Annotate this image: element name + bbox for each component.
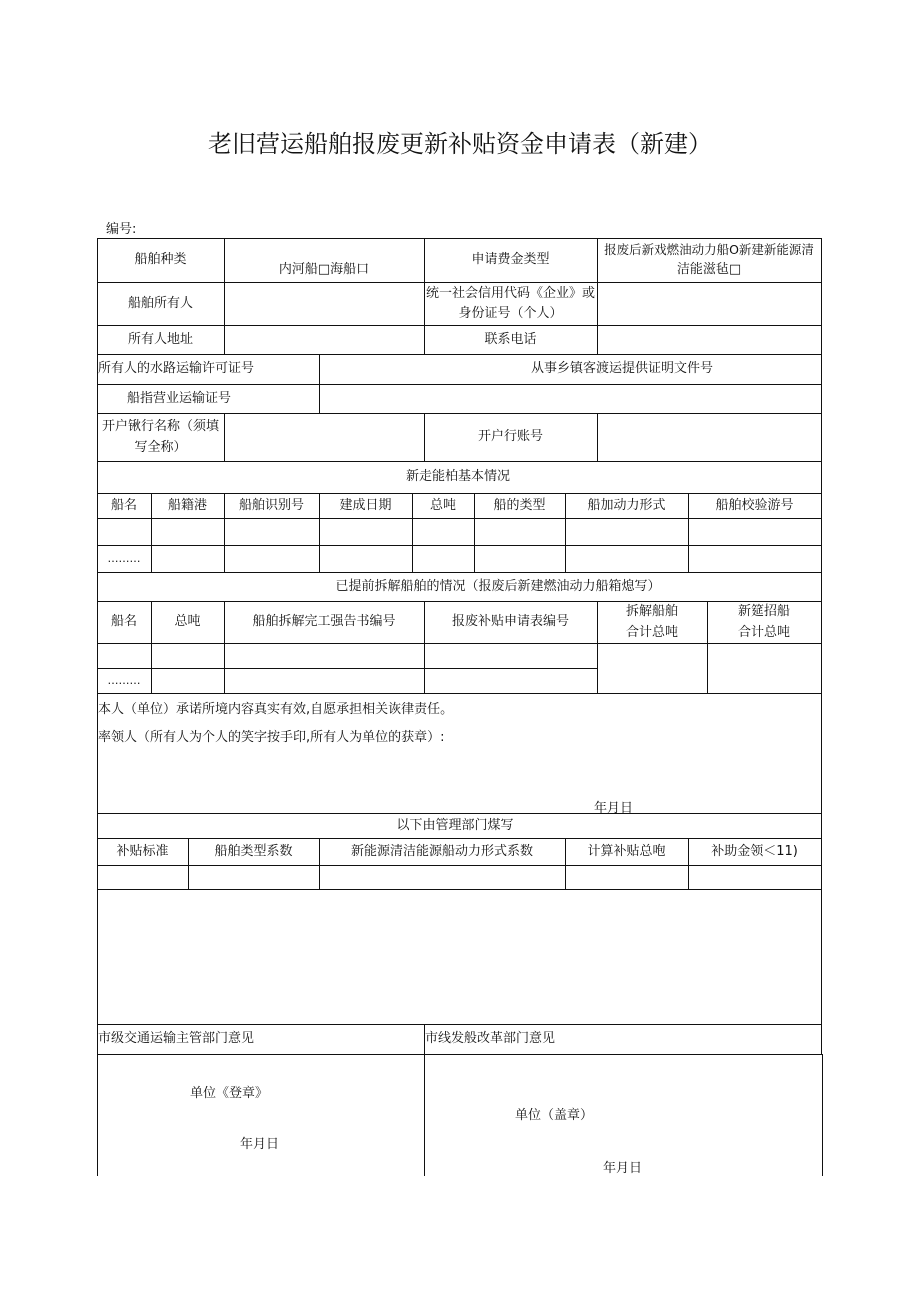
new-ship-total-input[interactable] [707, 643, 821, 693]
owner-input[interactable] [224, 282, 424, 325]
fund-type-options[interactable] [597, 238, 821, 282]
transport-dept-seal: 单位《登章》 [190, 1086, 269, 1101]
owner-label: 船舶所有人 [127, 295, 193, 311]
dismantled-ellipsis: ……… [107, 673, 141, 687]
new-ship-col-power: 船加动力形式 [587, 497, 666, 513]
bank-name-label-line2: 写全称） [134, 440, 187, 455]
dismantled-col-name: 船名 [110, 614, 137, 629]
phone-label: 联系电话 [484, 331, 537, 347]
address-input[interactable] [224, 325, 424, 354]
ship-type-options[interactable]: 内河船□海船口 [278, 262, 370, 277]
signature-instruction: 率领人（所有人为个人的笑字按手印,所有人为单位的获章）: [98, 730, 445, 745]
dismantled-total-line1: 拆解船舶 [625, 604, 678, 619]
reform-dept-date: 年月日 [603, 1161, 643, 1176]
ferry-cert-label: 从事乡镇客渡运提供证明文件号 [531, 361, 714, 376]
ship-type-label: 船舶种类 [134, 252, 187, 267]
new-ship-col-inspection: 船舶校验游号 [715, 497, 794, 513]
pledge-statement: 本人（单位）承诺所境内容真实有效,自愿承担相关诙律责任。 [98, 702, 454, 717]
admin-col-subsidy-amount: 补助金领＜11) [711, 843, 798, 859]
admin-col-subsidy-standard: 补贴标准 [116, 843, 169, 859]
dismantled-heading: 已提前拆解船舶的情况（报废后新建燃油动力船箱熄写） [335, 578, 661, 594]
dismantled-total-line2: 合计总吨 [625, 625, 678, 640]
bank-name-label-line1: 开户锹行名称（须填 [101, 419, 219, 434]
phone-input[interactable] [597, 325, 821, 354]
new-ship-ellipsis: ……… [107, 551, 141, 565]
bank-account-label: 开户行账号 [477, 429, 543, 444]
credit-code-label-line1: 统一社会信用代码《企业》或 [426, 285, 596, 301]
bank-account-input[interactable] [597, 413, 821, 461]
credit-code-label-line2: 身份证号（个人） [458, 305, 563, 321]
new-ship-col-id: 船舶识别号 [238, 497, 304, 513]
operation-cert-input[interactable] [319, 384, 821, 413]
dismantled-row[interactable] [97, 643, 597, 668]
bank-name-input[interactable] [224, 413, 424, 461]
new-ship-row[interactable] [97, 518, 821, 545]
page-title: 老旧营运船舶报废更新补贴资金申请表（新建） [208, 130, 712, 158]
dismantled-col-tonnage: 总吨 [174, 614, 201, 629]
new-ship-heading: 新走能柏基本情况 [405, 469, 510, 484]
admin-col-power-coefficient: 新能源清洁能源船动力形式系数 [350, 843, 533, 859]
admin-heading: 以下由管理部门煤写 [396, 817, 514, 833]
admin-row[interactable] [97, 865, 821, 889]
admin-notes-area[interactable] [97, 889, 821, 1024]
new-ship-total-line1: 新筵招船 [737, 604, 790, 619]
fund-type-option-line1: 报废后新戏燃油动力船O新建新能源清 [604, 242, 814, 257]
admin-col-total-subsidy: 计算补贴总咆 [587, 843, 666, 859]
new-ship-col-built-date: 建成日期 [339, 497, 392, 513]
fund-type-option-line2: 洁能滋毡□ [676, 262, 742, 277]
address-label: 所有人地址 [127, 331, 193, 347]
dismantled-total-input[interactable] [597, 643, 707, 693]
new-ship-col-type: 船的类型 [493, 497, 546, 513]
water-license-label: 所有人的水路运输许可证号 [98, 361, 255, 376]
new-ship-col-tonnage: 总吨 [429, 497, 456, 513]
new-ship-col-port: 船籍港 [167, 497, 207, 513]
signature-area[interactable] [98, 745, 820, 800]
reform-dept-seal: 单位（盖章） [515, 1108, 594, 1123]
operation-cert-label: 船指营业运输证号 [127, 390, 232, 406]
dismantled-col-report-no: 船舶拆解完工强告书编号 [252, 614, 396, 629]
transport-dept-date: 年月日 [240, 1137, 280, 1152]
serial-number-label: 编号: [106, 222, 137, 237]
fund-type-label: 申请费金类型 [471, 252, 550, 267]
transport-dept-opinion-label: 市级交通运输主管部门意见 [98, 1031, 255, 1046]
dismantled-col-application-no: 报废补贴申请表编号 [451, 614, 569, 629]
admin-col-type-coefficient: 船舶类型系数 [214, 843, 293, 859]
new-ship-total-line2: 合计总吨 [737, 625, 790, 640]
water-license-input[interactable] [319, 354, 424, 384]
dismantled-total-tonnage-label [597, 601, 707, 643]
pledge-date: 年月日 [594, 801, 634, 813]
credit-code-label [424, 282, 597, 325]
credit-code-input[interactable] [597, 282, 821, 325]
bank-name-label [97, 413, 224, 461]
reform-dept-opinion-label: 市线发般改革部门意见 [425, 1031, 556, 1046]
new-ship-col-name: 船名 [110, 497, 137, 513]
new-ship-total-tonnage-label [707, 601, 821, 643]
